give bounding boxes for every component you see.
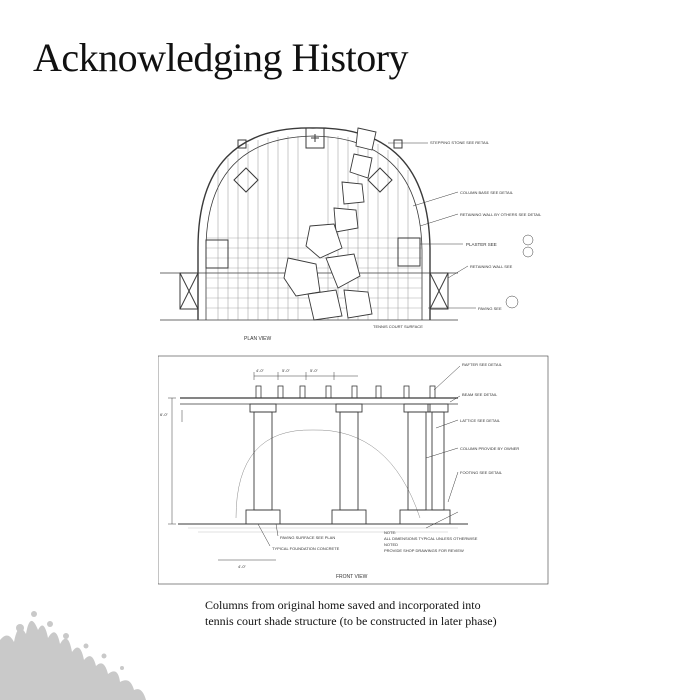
caption-line: Columns from original home saved and incorporated into	[205, 598, 481, 612]
dimension-label: 5'-0"	[282, 368, 290, 373]
dimension-label: 6'-0"	[160, 412, 168, 417]
dimension-label: 4'-0"	[256, 368, 264, 373]
plan-callout: COLUMN BASE SEE DETAIL	[460, 190, 514, 195]
page-title: Acknowledging History	[33, 35, 409, 80]
foliage-silhouette-decoration	[0, 600, 160, 700]
front-callout: LATTICE SEE DETAIL	[460, 418, 501, 423]
plan-view-label: PLAN VIEW	[244, 336, 272, 342]
front-view-label: FRONT VIEW	[336, 574, 368, 580]
front-callout: PAVING SURFACE SEE PLAN	[280, 535, 336, 540]
front-note: PROVIDE SHOP DRAWINGS FOR REVIEW	[384, 548, 464, 553]
dimension-label: 4'-0"	[238, 564, 246, 569]
plan-view-drawing	[160, 128, 533, 320]
front-note: NOTED	[384, 542, 398, 547]
figure-caption	[205, 597, 535, 629]
front-callout: RAFTER SEE DETAIL	[462, 362, 502, 367]
architectural-drawing	[158, 98, 550, 586]
plan-callout: RETAINING WALL SEE	[470, 264, 513, 269]
front-note: ALL DIMENSIONS TYPICAL UNLESS OTHERWISE	[384, 536, 478, 541]
front-callout: FOOTING SEE DETAIL	[460, 470, 503, 475]
dimension-label: 5'-0"	[310, 368, 318, 373]
plan-callout: RETAINING WALL BY OTHERS SEE DETAIL	[460, 212, 542, 217]
plan-view-callouts	[244, 140, 542, 342]
caption-line: tennis court shade structure (to be constructed in later phase)	[205, 614, 497, 628]
front-note-heading: NOTE:	[384, 530, 397, 535]
plan-callout: STEPPING STONE SEE RETAIL	[430, 140, 489, 145]
front-callout: TYPICAL FOUNDATION CONCRETE	[272, 546, 340, 551]
plan-callout: PAVING SEE	[478, 306, 502, 311]
plan-callout: PLASTER SEE	[466, 242, 497, 247]
front-callout: BEAM SEE DETAIL	[462, 392, 498, 397]
front-callout: COLUMN PROVIDE BY OWNER	[460, 446, 520, 451]
plan-surface-note: TENNIS COURT SURFACE	[373, 324, 423, 329]
